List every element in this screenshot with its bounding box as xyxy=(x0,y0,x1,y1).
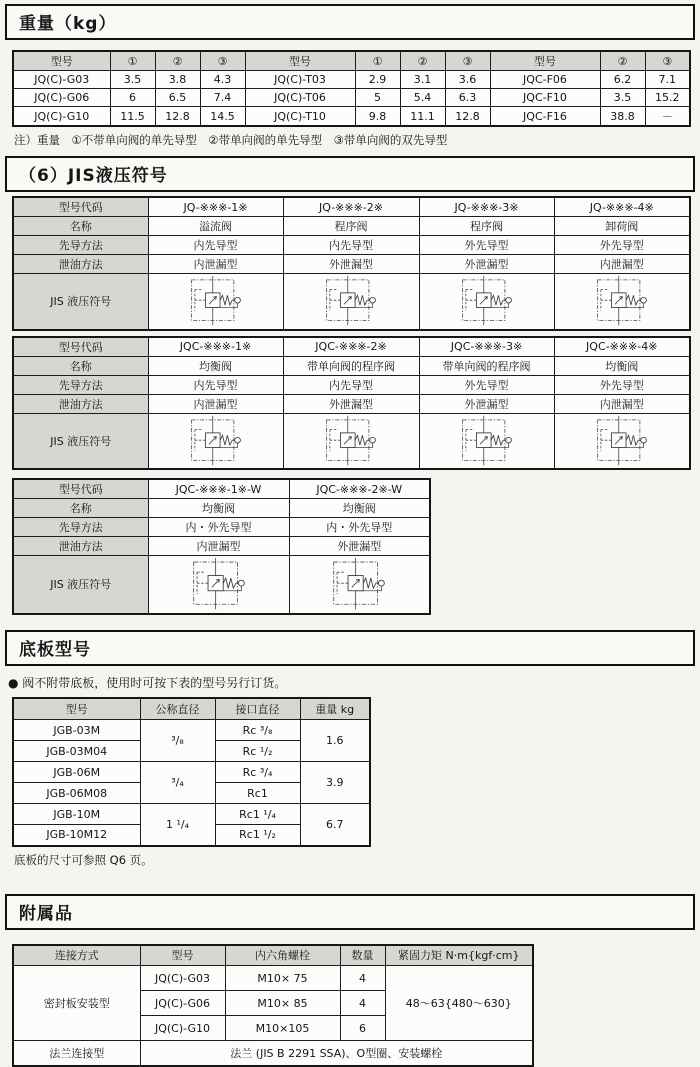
cell: 带单向阀的程序阀 xyxy=(283,356,419,375)
cell: JQ(C)-T10 xyxy=(245,107,355,127)
cell: 内先导型 xyxy=(283,236,419,255)
cell: 均衡阀 xyxy=(148,356,283,375)
cell xyxy=(283,413,419,469)
hydraulic-valve-symbol-icon xyxy=(583,275,661,327)
col-header: ③ xyxy=(645,51,690,71)
row-label: 型号代码 xyxy=(13,479,148,499)
table-row xyxy=(13,394,690,413)
cell: 1 ¹/₄ xyxy=(140,804,215,846)
cell: 程序阀 xyxy=(283,217,419,236)
row-label: JIS 液压符号 xyxy=(13,274,148,330)
cell: 外泄漏型 xyxy=(283,394,419,413)
row-label: 泄油方法 xyxy=(13,255,148,274)
cell: 3.9 xyxy=(300,762,370,804)
cell: 卸荷阀 xyxy=(554,217,690,236)
baseplate-intro: ● 阀不附带底板，使用时可按下表的型号另行订货。 xyxy=(8,675,287,690)
cell: 48～63{480～630} xyxy=(385,966,533,1041)
cell: JGB-06M08 xyxy=(13,783,140,804)
col-header: 连接方式 xyxy=(13,945,140,966)
cell: － xyxy=(645,107,690,127)
section-title-text: 底板型号 xyxy=(19,639,91,660)
cell: 4.3 xyxy=(200,71,245,89)
table-row xyxy=(13,356,690,375)
cell xyxy=(148,413,283,469)
hydraulic-valve-symbol-icon xyxy=(320,557,398,611)
baseplate-note: 底板的尺寸可参照 Q6 页。 xyxy=(14,852,153,867)
table-row xyxy=(13,375,690,394)
row-label: 先导方法 xyxy=(13,375,148,394)
cell: JQ(C)-G06 xyxy=(140,991,225,1016)
cell: JQ-※※※-2※ xyxy=(283,197,419,217)
cell: ³/₈ xyxy=(140,720,215,762)
cell: ³/₄ xyxy=(140,762,215,804)
cell: 法兰连接型 xyxy=(13,1041,140,1066)
cell: 外泄漏型 xyxy=(289,537,430,556)
hydraulic-valve-symbol-icon xyxy=(312,275,390,327)
table-row xyxy=(13,197,690,217)
cell: 内泄漏型 xyxy=(148,394,283,413)
cell: 7.1 xyxy=(645,71,690,89)
jis-section-title xyxy=(5,156,695,192)
cell: 均衡阀 xyxy=(289,499,430,518)
weight-table xyxy=(12,50,691,127)
table-row xyxy=(13,107,690,127)
cell xyxy=(419,274,554,330)
cell: 6 xyxy=(110,89,155,107)
row-label: 名称 xyxy=(13,356,148,375)
cell: 1.6 xyxy=(300,720,370,762)
cell xyxy=(419,413,554,469)
cell: Rc ³/₄ xyxy=(215,762,300,783)
table-row xyxy=(13,89,690,107)
col-header: 型号 xyxy=(245,51,355,71)
cell: 内泄漏型 xyxy=(148,537,289,556)
weight-note: 注）重量 ①不带单向阀的单先导型 ②带单向阀的单先导型 ③带单向阀的双先导型 xyxy=(14,133,448,147)
cell: 内泄漏型 xyxy=(554,255,690,274)
cell: 均衡阀 xyxy=(148,499,289,518)
cell xyxy=(148,556,289,614)
table-row xyxy=(13,1041,533,1066)
cell: JQC-F06 xyxy=(490,71,600,89)
cell: 外泄漏型 xyxy=(419,255,554,274)
cell: M10× 75 xyxy=(225,966,340,991)
table-row xyxy=(13,236,690,255)
table-row xyxy=(13,556,430,614)
cell: 2.9 xyxy=(355,71,400,89)
cell: 5.4 xyxy=(400,89,445,107)
cell: 6.3 xyxy=(445,89,490,107)
col-header: ① xyxy=(110,51,155,71)
row-label: 先导方法 xyxy=(13,236,148,255)
cell xyxy=(148,274,283,330)
table-header-row xyxy=(13,698,370,720)
cell: JQC-※※※-1※-W xyxy=(148,479,289,499)
cell: JQC-F10 xyxy=(490,89,600,107)
cell: JQ(C)-G03 xyxy=(13,71,110,89)
cell: 溢流阀 xyxy=(148,217,283,236)
cell: JQ(C)-G10 xyxy=(140,1016,225,1041)
col-header: ① xyxy=(355,51,400,71)
col-header: 型号 xyxy=(13,698,140,720)
cell: JGB-03M04 xyxy=(13,741,140,762)
hydraulic-valve-symbol-icon xyxy=(177,415,255,467)
cell: JGB-10M12 xyxy=(13,825,140,846)
cell: JQC-※※※-2※-W xyxy=(289,479,430,499)
table-row xyxy=(13,720,370,741)
section-title-text: （6）JIS液压符号 xyxy=(19,166,168,186)
table-header-row xyxy=(13,51,690,71)
cell: JQC-※※※-1※ xyxy=(148,337,283,357)
cell: 外泄漏型 xyxy=(283,255,419,274)
col-header: 接口直径 xyxy=(215,698,300,720)
cell: M10× 85 xyxy=(225,991,340,1016)
cell: JQ(C)-G10 xyxy=(13,107,110,127)
cell: 外先导型 xyxy=(419,375,554,394)
cell: JQ(C)-T06 xyxy=(245,89,355,107)
row-label: 型号代码 xyxy=(13,337,148,357)
cell xyxy=(283,274,419,330)
jis-table-3 xyxy=(12,478,431,615)
cell: 内・外先导型 xyxy=(289,518,430,537)
cell: 15.2 xyxy=(645,89,690,107)
table-row xyxy=(13,337,690,357)
cell: Rc1 ¹/₄ xyxy=(215,804,300,825)
table-row xyxy=(13,71,690,89)
hydraulic-valve-symbol-icon xyxy=(448,415,526,467)
col-header: ③ xyxy=(200,51,245,71)
baseplate-table xyxy=(12,697,371,847)
col-header: 型号 xyxy=(13,51,110,71)
table-row xyxy=(13,762,370,783)
baseplate-section-title xyxy=(5,630,695,666)
jis-table-1 xyxy=(12,196,691,331)
cell: 12.8 xyxy=(445,107,490,127)
cell: 6.5 xyxy=(155,89,200,107)
cell: JQC-※※※-2※ xyxy=(283,337,419,357)
table-row xyxy=(13,966,533,991)
cell: JQ-※※※-1※ xyxy=(148,197,283,217)
table-row xyxy=(13,499,430,518)
cell: 6.7 xyxy=(300,804,370,846)
table-row xyxy=(13,217,690,236)
col-header: 重量 kg xyxy=(300,698,370,720)
section-title-text: 附属品 xyxy=(19,903,73,924)
cell: JQ(C)-G06 xyxy=(13,89,110,107)
cell: 带单向阀的程序阀 xyxy=(419,356,554,375)
col-header: 型号 xyxy=(490,51,600,71)
row-label: 名称 xyxy=(13,217,148,236)
cell: JQ(C)-G03 xyxy=(140,966,225,991)
cell: 38.8 xyxy=(600,107,645,127)
hydraulic-valve-symbol-icon xyxy=(583,415,661,467)
cell: JQ(C)-T03 xyxy=(245,71,355,89)
cell: JQC-※※※-3※ xyxy=(419,337,554,357)
row-label: JIS 液压符号 xyxy=(13,556,148,614)
cell: Rc1 ¹/₂ xyxy=(215,825,300,846)
cell: 3.5 xyxy=(110,71,155,89)
cell: 均衡阀 xyxy=(554,356,690,375)
table-row xyxy=(13,274,690,330)
table-row xyxy=(13,537,430,556)
col-header: 数量 xyxy=(340,945,385,966)
cell: 内泄漏型 xyxy=(148,255,283,274)
cell: 11.1 xyxy=(400,107,445,127)
row-label: 名称 xyxy=(13,499,148,518)
cell: 3.8 xyxy=(155,71,200,89)
row-label: 先导方法 xyxy=(13,518,148,537)
cell: 12.8 xyxy=(155,107,200,127)
cell: JGB-06M xyxy=(13,762,140,783)
table-row xyxy=(13,413,690,469)
cell: JGB-03M xyxy=(13,720,140,741)
col-header: ② xyxy=(400,51,445,71)
cell: 5 xyxy=(355,89,400,107)
cell: 内泄漏型 xyxy=(554,394,690,413)
col-header: 型号 xyxy=(140,945,225,966)
cell xyxy=(554,413,690,469)
row-label: 型号代码 xyxy=(13,197,148,217)
cell: Rc ¹/₂ xyxy=(215,741,300,762)
cell: 内先导型 xyxy=(148,236,283,255)
cell: 6 xyxy=(340,1016,385,1041)
cell: 外先导型 xyxy=(554,236,690,255)
cell: 程序阀 xyxy=(419,217,554,236)
cell: 外先导型 xyxy=(554,375,690,394)
cell: 外泄漏型 xyxy=(419,394,554,413)
cell xyxy=(554,274,690,330)
accessories-section-title xyxy=(5,894,695,930)
hydraulic-valve-symbol-icon xyxy=(180,557,258,611)
col-header: 紧固力矩 N·m{kgf·cm} xyxy=(385,945,533,966)
cell: 内・外先导型 xyxy=(148,518,289,537)
cell: 14.5 xyxy=(200,107,245,127)
cell: 11.5 xyxy=(110,107,155,127)
cell: 3.1 xyxy=(400,71,445,89)
cell: 3.6 xyxy=(445,71,490,89)
row-label: 泄油方法 xyxy=(13,537,148,556)
table-header-row xyxy=(13,945,533,966)
cell: JQ-※※※-4※ xyxy=(554,197,690,217)
col-header: 内六角螺栓 xyxy=(225,945,340,966)
cell: 内先导型 xyxy=(283,375,419,394)
col-header: ② xyxy=(600,51,645,71)
weight-section-title xyxy=(5,4,695,40)
cell: JGB-10M xyxy=(13,804,140,825)
col-header: 公称直径 xyxy=(140,698,215,720)
cell xyxy=(289,556,430,614)
cell: 外先导型 xyxy=(419,236,554,255)
col-header: ③ xyxy=(445,51,490,71)
row-label: 泄油方法 xyxy=(13,394,148,413)
cell: Rc ³/₈ xyxy=(215,720,300,741)
row-label: JIS 液压符号 xyxy=(13,413,148,469)
cell: Rc1 xyxy=(215,783,300,804)
cell: 密封板安装型 xyxy=(13,966,140,1041)
cell: JQC-※※※-4※ xyxy=(554,337,690,357)
cell: 9.8 xyxy=(355,107,400,127)
table-row xyxy=(13,479,430,499)
cell: 4 xyxy=(340,966,385,991)
hydraulic-valve-symbol-icon xyxy=(448,275,526,327)
cell: 内先导型 xyxy=(148,375,283,394)
cell: 6.2 xyxy=(600,71,645,89)
section-title-text: 重量（kg） xyxy=(19,14,117,34)
cell: 3.5 xyxy=(600,89,645,107)
cell: 7.4 xyxy=(200,89,245,107)
table-row xyxy=(13,804,370,825)
table-row xyxy=(13,518,430,537)
jis-table-2 xyxy=(12,336,691,471)
cell: JQC-F16 xyxy=(490,107,600,127)
accessories-table xyxy=(12,944,534,1067)
cell: 4 xyxy=(340,991,385,1016)
cell: 法兰 (JIS B 2291 SSA)、O型圈、安装螺栓 xyxy=(140,1041,533,1066)
col-header: ② xyxy=(155,51,200,71)
table-row xyxy=(13,255,690,274)
cell: JQ-※※※-3※ xyxy=(419,197,554,217)
cell: M10×105 xyxy=(225,1016,340,1041)
hydraulic-valve-symbol-icon xyxy=(177,275,255,327)
hydraulic-valve-symbol-icon xyxy=(312,415,390,467)
